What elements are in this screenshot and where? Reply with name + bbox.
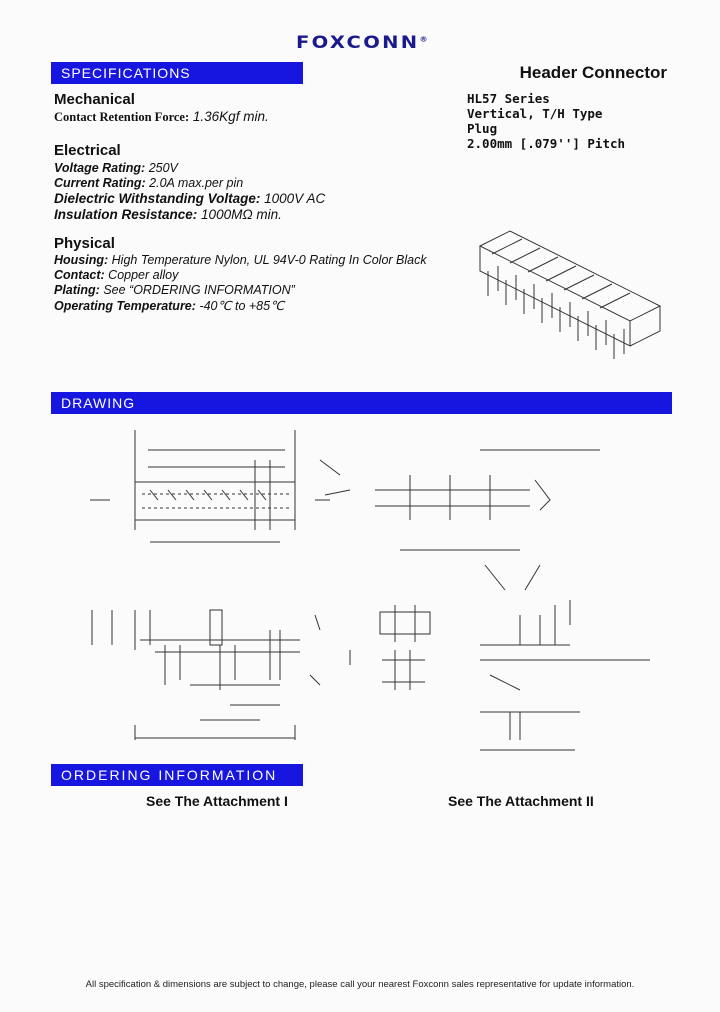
current-value: 2.0A max.per pin [145, 176, 244, 190]
dielectric-value: 1000V AC [260, 191, 326, 206]
plating-value: See “ORDERING INFORMATION” [99, 283, 295, 297]
side-view-drawing [320, 450, 600, 550]
contact-spec [54, 268, 178, 282]
housing-label: Housing: [54, 253, 109, 267]
insulation-label: Insulation Resistance: [54, 207, 198, 222]
specifications-section-bar [51, 62, 303, 84]
voltage-label: Voltage Rating: [54, 161, 146, 175]
current-label: Current Rating: [54, 176, 146, 190]
foxconn-logo: FOXCONN® [296, 33, 428, 53]
temperature-label: Operating Temperature: [54, 299, 196, 313]
contact-value: Copper alloy [104, 268, 179, 282]
contact-label: Contact: [54, 268, 105, 282]
temperature-value: -40℃ to +85℃ [195, 299, 285, 313]
housing-value: High Temperature Nylon, UL 94V-0 Rating In Color Black [108, 253, 427, 267]
footer-disclaimer: All specification & dimensions are subject to change, please call your nearest Foxconn sales representative for update information. [85, 979, 635, 990]
voltage-spec [54, 161, 178, 175]
drawing-section-bar [51, 392, 672, 414]
drawing-heading: DRAWING [61, 395, 136, 411]
dielectric-label: Dielectric Withstanding Voltage: [54, 191, 261, 206]
technical-drawing [80, 420, 680, 765]
physical-heading: Physical [54, 235, 115, 252]
gender: Plug [467, 121, 498, 136]
mechanical-heading: Mechanical [54, 91, 135, 108]
voltage-value: 250V [145, 161, 178, 175]
pitch: 2.00mm [.079''] Pitch [467, 136, 626, 151]
pin-detail-drawing [480, 565, 650, 750]
temperature-spec [54, 298, 284, 313]
contact-retention-label: Contact Retention Force: [54, 110, 190, 124]
plating-spec [54, 283, 295, 297]
current-spec [54, 176, 243, 190]
insulation-spec [54, 207, 282, 222]
ordering-section-bar [51, 764, 303, 786]
contact-retention-spec [54, 109, 269, 125]
top-view-drawing [90, 430, 330, 542]
electrical-heading: Electrical [54, 142, 121, 159]
section-detail-drawing [380, 605, 430, 690]
series-name: HL57 Series [467, 91, 550, 106]
dielectric-spec [54, 191, 325, 206]
contact-retention-value: 1.36Kgf min. [189, 109, 269, 124]
insulation-value: 1000MΩ min. [197, 207, 282, 222]
attachment-2-link[interactable]: See The Attachment II [448, 793, 594, 809]
housing-spec [54, 253, 427, 267]
attachment-1-link[interactable]: See The Attachment I [146, 793, 288, 809]
front-view-drawing [92, 610, 350, 740]
mount-type: Vertical, T/H Type [467, 106, 603, 121]
connector-isometric-illustration [470, 226, 670, 378]
series-info [467, 91, 625, 151]
product-title: Header Connector [519, 63, 667, 82]
ordering-heading: ORDERING INFORMATION [61, 767, 278, 783]
specifications-heading: SPECIFICATIONS [61, 65, 191, 81]
plating-label: Plating: [54, 283, 100, 297]
